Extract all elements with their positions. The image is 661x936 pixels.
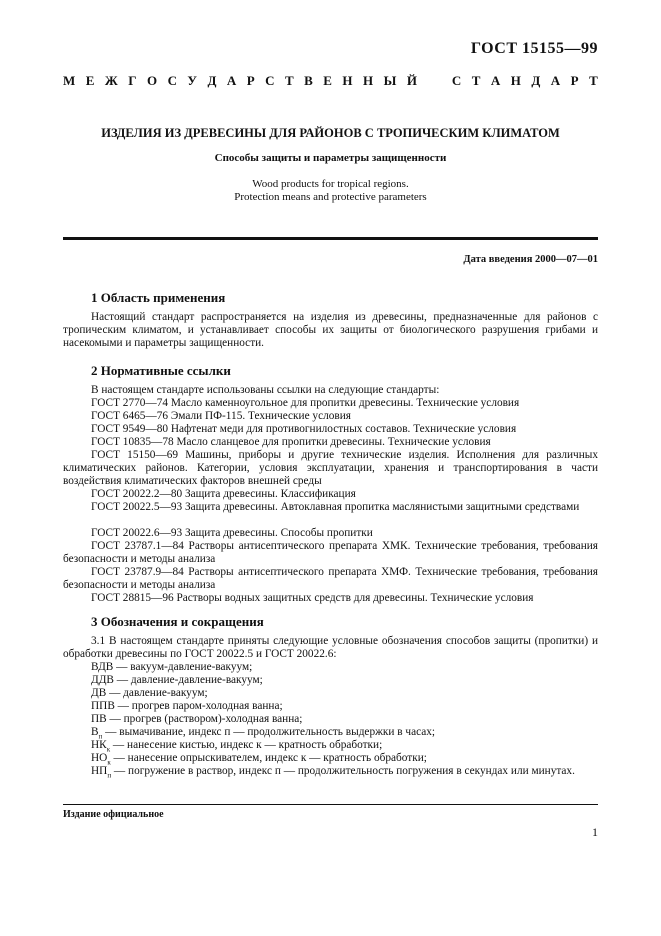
interstate-standard-banner xyxy=(63,73,598,89)
banner-letter: Т xyxy=(589,73,598,88)
document-code: ГОСТ 15155—99 xyxy=(470,40,598,57)
banner-letter: С xyxy=(451,73,462,88)
banner-letter: С xyxy=(265,73,275,88)
banner-letter: С xyxy=(167,73,177,88)
section-2-heading: 2 Нормативные ссылки xyxy=(91,363,231,378)
document-subtitle: Способы защиты и параметры защищенности xyxy=(214,152,447,164)
reference-item: ГОСТ 20022.6—93 Защита древесины. Способы пропитки xyxy=(91,527,373,539)
banner-letter: Т xyxy=(471,73,481,88)
banner-letter: Т xyxy=(285,73,294,88)
banner-letter: Й xyxy=(406,73,417,88)
abbr-index: к xyxy=(106,745,111,754)
abbr-index: п xyxy=(107,771,112,780)
banner-letter: Н xyxy=(342,73,353,88)
abbreviation-item: ДДВ — давление-давление-вакуум; xyxy=(91,674,263,686)
banner-letter: Г xyxy=(128,73,137,88)
abbr-code: НП xyxy=(91,765,108,777)
banner-letter: Н xyxy=(510,73,521,88)
banner-letter: Р xyxy=(246,73,255,88)
banner-letter: Ы xyxy=(383,73,397,88)
banner-letter: Ж xyxy=(104,73,118,88)
banner-letter: В xyxy=(304,73,313,88)
banner-letter: У xyxy=(187,73,197,88)
reference-item: ГОСТ 23787.9—84 Растворы антисептического препарата ХМФ. Технические требования, требования безопасности и методы анализа xyxy=(63,566,598,592)
english-title-line-2: Protection means and protective parameters xyxy=(234,190,427,203)
banner-letter: Д xyxy=(531,73,541,88)
section-3-intro: 3.1 В настоящем стандарте приняты следующие условные обозначения способов защиты (пропитки) и обработки древесины по ГОСТ 20022.5 и ГОСТ 20022.6: xyxy=(63,635,598,661)
abbr-index: к xyxy=(107,758,111,767)
reference-item: ГОСТ 2770—74 Масло каменноугольное для пропитки древесины. Технические условия xyxy=(91,397,520,409)
banner-letter: М xyxy=(63,73,76,88)
banner-letter: А xyxy=(490,73,501,88)
abbreviation-item: ПВ — прогрев (раствором)-холодная ванна; xyxy=(91,713,303,725)
reference-item: ГОСТ 10835—78 Масло сланцевое для пропитки древесины. Технические условия xyxy=(91,436,491,448)
abbr-text: — погружение в раствор, индекс п — продолжительность погружения в секундах или минутах. xyxy=(111,765,575,777)
reference-item: ГОСТ 9549—80 Нафтенат меди для противогнилостных составов. Технические условия xyxy=(91,423,517,435)
banner-letter: Р xyxy=(570,73,579,88)
banner-letter: О xyxy=(146,73,158,88)
section-1-heading: 1 Область применения xyxy=(91,290,226,305)
abbreviation-item: ВДВ — вакуум-давление-вакуум; xyxy=(91,661,253,673)
reference-item: ГОСТ 20022.2—80 Защита древесины. Классификация xyxy=(91,488,356,500)
section-3-heading: 3 Обозначения и сокращения xyxy=(91,614,264,629)
title-divider xyxy=(63,237,598,240)
banner-letter: А xyxy=(550,73,561,88)
abbreviation-item: ППВ — прогрев паром-холодная ванна; xyxy=(91,700,283,712)
abbr-code: В xyxy=(91,726,99,738)
reference-item: ГОСТ 23787.1—84 Растворы антисептического препарата ХМК. Технические требования, требования безопасности и методы анализа xyxy=(63,540,598,566)
section-2-intro: В настоящем стандарте использованы ссылки на следующие стандарты: xyxy=(91,384,440,396)
reference-item: ГОСТ 15150—69 Машины, приборы и другие технические изделия. Исполнения для различных климатических районов. Категории, условия эксплуатации, хранения и транспортирования в части воздействия климатических факторов внешней среды xyxy=(63,449,598,488)
abbr-text: — вымачивание, индекс п — продолжительность выдержки в часах; xyxy=(102,726,436,738)
page-number: 1 xyxy=(592,825,598,839)
banner-letter: Д xyxy=(207,73,217,88)
reference-item: ГОСТ 28815—96 Растворы водных защитных средств для древесины. Технические условия xyxy=(91,592,534,604)
banner-letter: Е xyxy=(85,73,95,88)
reference-item: ГОСТ 20022.5—93 Защита древесины. Автоклавная пропитка маслянистыми защитными средствами xyxy=(91,501,580,513)
reference-item: ГОСТ 6465—76 Эмали ПФ-115. Технические условия xyxy=(91,410,351,422)
banner-gap xyxy=(427,73,441,89)
document-title: ИЗДЕЛИЯ ИЗ ДРЕВЕСИНЫ ДЛЯ РАЙОНОВ С ТРОПИЧЕСКИМ КЛИМАТОМ xyxy=(101,126,560,140)
introduction-date: Дата введения 2000—07—01 xyxy=(463,254,598,265)
english-title-line-1: Wood products for tropical regions. xyxy=(252,178,409,190)
english-title xyxy=(63,178,598,203)
abbreviation-item xyxy=(63,765,598,782)
abbr-text: — нанесение опрыскивателем, индекс к — кратность обработки; xyxy=(110,752,427,764)
banner-letter: А xyxy=(226,73,237,88)
footer-divider xyxy=(63,804,598,805)
abbr-code: НО xyxy=(91,752,108,764)
banner-letter: Н xyxy=(363,73,374,88)
banner-letter: Е xyxy=(323,73,332,88)
abbr-code: НК xyxy=(91,739,107,751)
abbr-index: п xyxy=(98,732,103,741)
official-edition-label: Издание официальное xyxy=(63,809,164,820)
section-1-text: Настоящий стандарт распространяется на изделия из древесины, предназначенные для районов с тропическим климатом, и устанавливает способы их защиты от биологического разрушения грибами и насекомыми и параметры защищенности. xyxy=(63,311,598,350)
abbreviation-item: ДВ — давление-вакуум; xyxy=(91,687,208,699)
abbr-text: — нанесение кистью, индекс к — кратность обработки; xyxy=(110,739,383,751)
